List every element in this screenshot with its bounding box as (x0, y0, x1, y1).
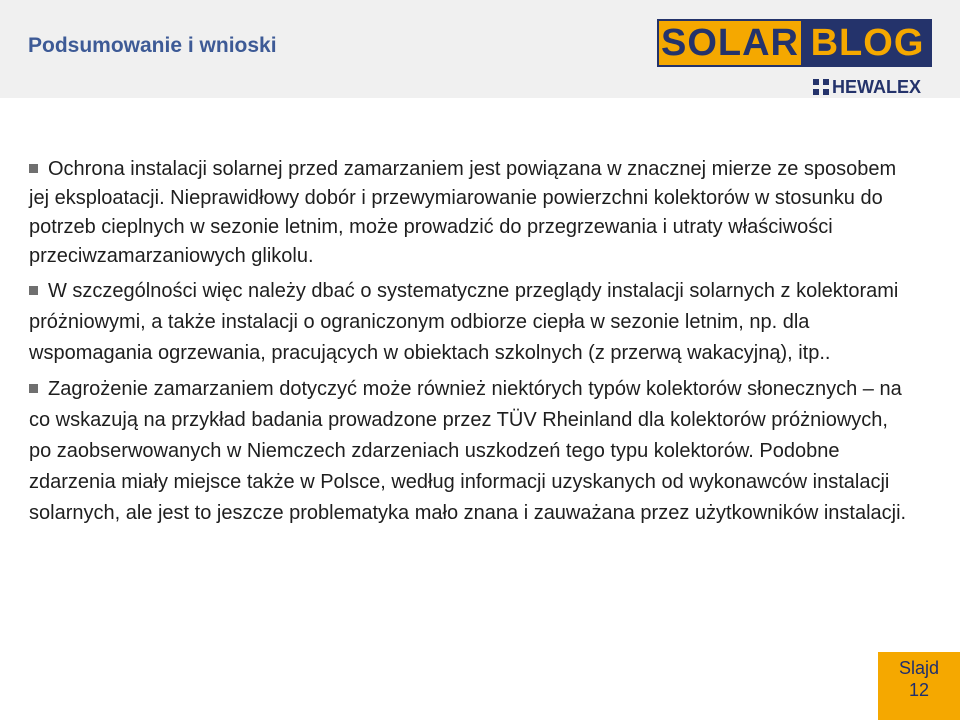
square-bullet-icon (29, 384, 38, 393)
header-band (0, 0, 960, 98)
hewalex-mark-icon (813, 79, 829, 95)
logo-blog-text: BLOG (803, 19, 932, 67)
slide-number-badge (878, 652, 960, 720)
list-item-text: W szczególności więc należy dbać o systematyczne przeglądy instalacji solarnych z kolektorami próżniowymi, a także instalacji o ograniczonym odbiorze ciepła w sezonie letnim, np. dla wspomagania ogrzewania, pracujących w obiektach szkolnych (z przerwą wakacyjną), itp.. (29, 280, 899, 364)
page-title: Podsumowanie i wnioski (28, 34, 277, 57)
logo-solar-text: SOLAR (657, 19, 803, 67)
hewalex-logo (813, 77, 921, 97)
square-bullet-icon (29, 164, 38, 173)
list-item (29, 374, 909, 529)
hewalex-text: HEWALEX (832, 76, 922, 97)
solarblog-logo (657, 19, 932, 67)
slide-label: Slajd (898, 658, 940, 678)
square-bullet-icon (29, 286, 38, 295)
list-item (29, 155, 909, 271)
list-item-text: Ochrona instalacji solarnej przed zamarzaniem jest powiązana w znacznej mierze ze sposobem jej eksploatacji. Nieprawidłowy dobór i przewymiarowanie powierzchni kolektorów w stosunku do potrzeb cieplnych w sezonie letnim, może prowadzić do przegrzewania i utraty właściwości przeciwzamarzaniowych glikolu. (29, 158, 897, 267)
bullet-list (29, 155, 909, 534)
slide-number: 12 (908, 680, 930, 700)
list-item-text: Zagrożenie zamarzaniem dotyczyć może również niektórych typów kolektorów słonecznych – na co wskazują na przykład badania prowadzone przez TÜV Rheinland dla kolektorów próżniowych, po zaobserwowanych w Niemczech zdarzeniach uszkodzeń tego typu kolektorów. Podobne zdarzenia miały miejsce także w Polsce, według informacji uzyskanych od wykonawców instalacji solarnych, ale jest to jeszcze problematyka mało znana i zauważana przez użytkowników instalacji. (29, 378, 907, 524)
list-item (29, 276, 909, 369)
